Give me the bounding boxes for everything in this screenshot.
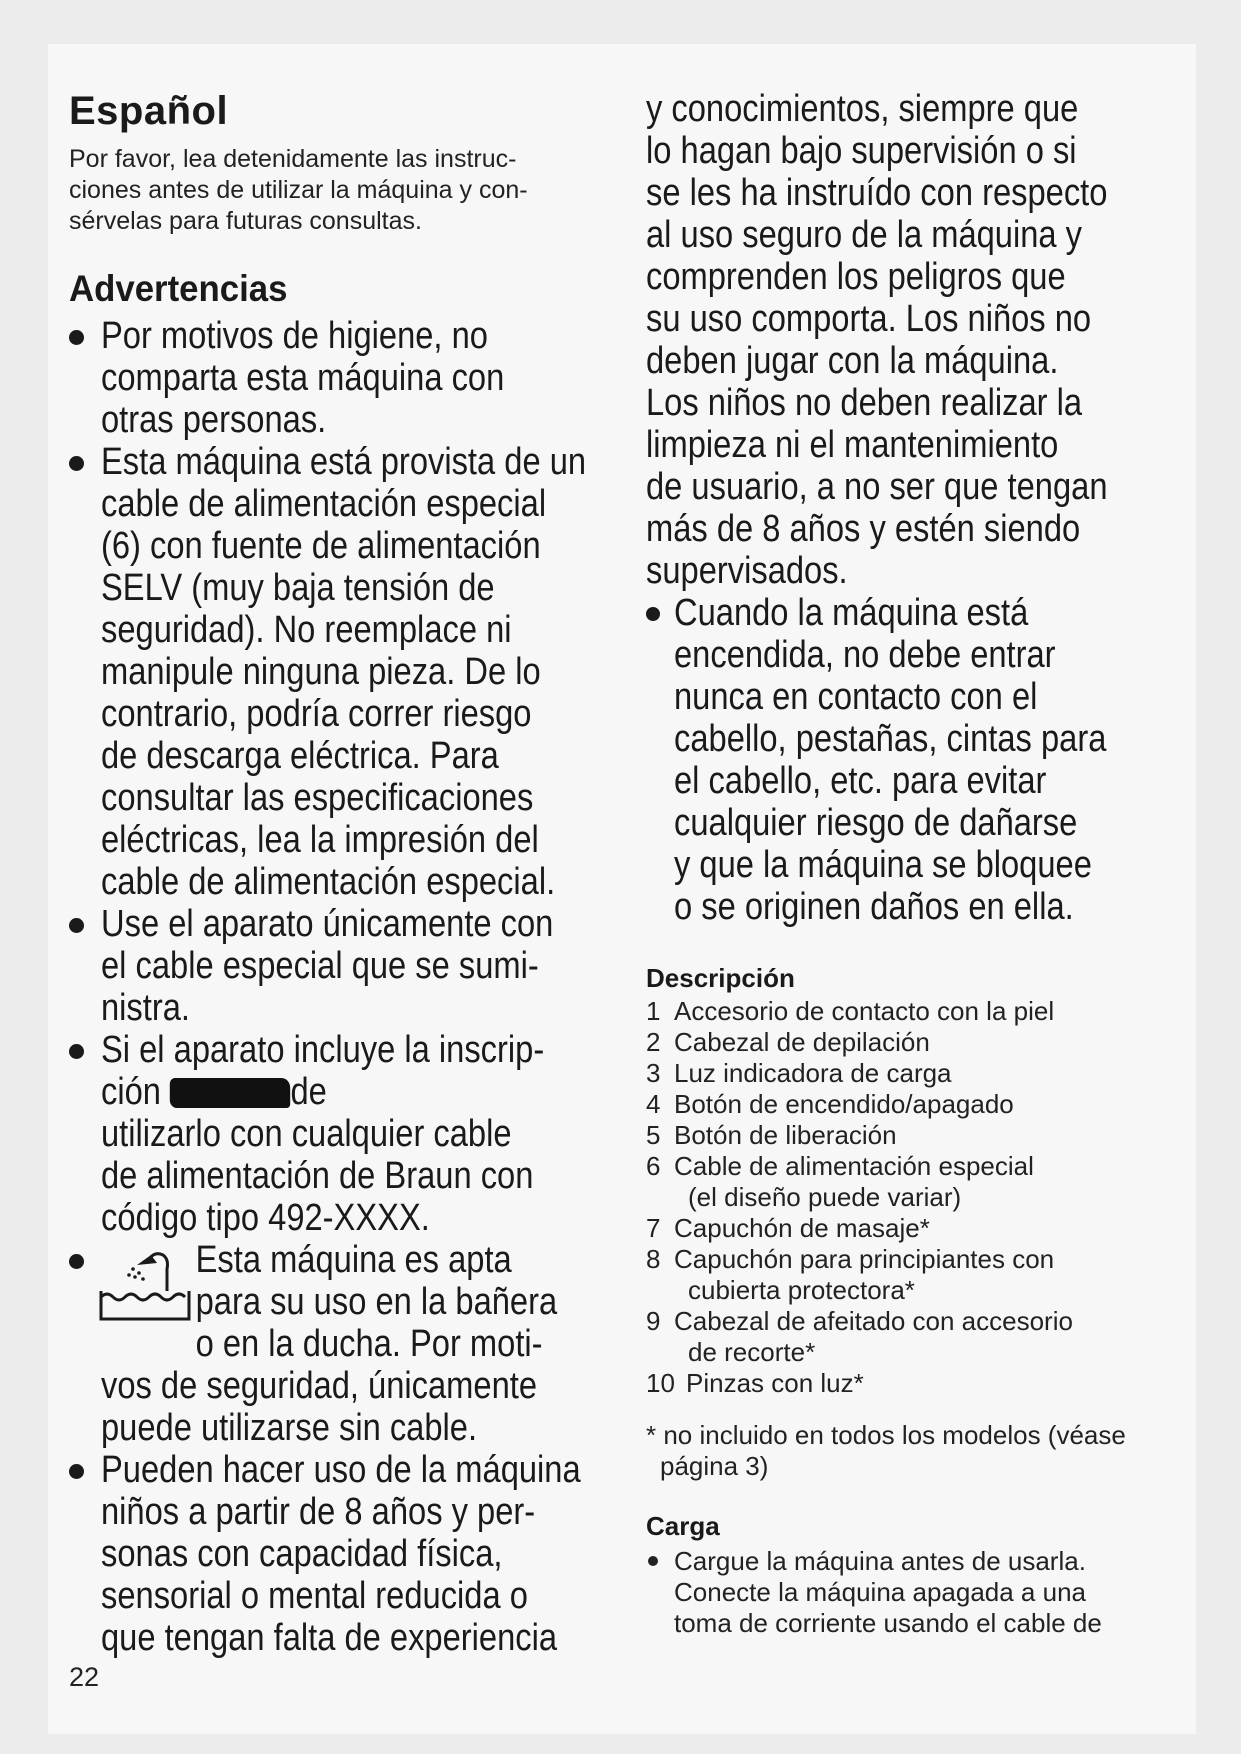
text-line: contrario, podría correr riesgo [101,693,532,735]
warning-item-inscription [69,1029,609,1239]
warnings-list-continued [646,592,1206,928]
list-item [646,1058,1206,1089]
item-number: 8 [646,1244,661,1274]
warnings-heading: Advertencias [69,268,288,309]
text-line: sensorial o mental reducida o [101,1575,528,1617]
item-text: Luz indicadora de carga [674,1058,952,1088]
warning-item-bath [69,1239,609,1449]
text-line: limpieza ni el mantenimiento [646,424,1059,466]
page-number: 22 [69,1662,100,1692]
description-list [646,996,1206,1399]
text-line: puede utilizarse sin cable. [101,1407,478,1449]
list-item [646,1546,1206,1639]
text-line: lo hagan bajo supervisión o si [646,130,1077,172]
warning-item-hair [646,592,1206,928]
item-text: Accesorio de contacto con la piel [674,996,1055,1026]
charging-heading: Carga [646,1511,720,1541]
item-text: Capuchón para principiantes con [674,1244,1055,1274]
text-line: otras personas. [101,399,327,441]
item-number: 5 [646,1120,661,1150]
bullet-icon [648,1556,658,1566]
bullet-icon [69,918,84,933]
text-line: cable de alimentación especial. [101,861,556,903]
text-fragment: de [290,1071,327,1113]
text-line: o se originen daños en ella. [674,886,1074,928]
text-line: supervisados. [646,550,848,592]
text-line: encendida, no debe entrar [674,634,1056,676]
list-item [646,996,1206,1027]
intro-line: ciones antes de utilizar la máquina y con- [69,176,528,204]
item-number: 6 [646,1151,661,1181]
text-line: utilizarlo con cualquier cable [101,1113,512,1155]
footnote-line: página 3) [660,1451,769,1481]
left-column [69,88,609,1659]
text-line: sonas con capacidad física, [101,1533,503,1575]
list-item [646,1368,1206,1399]
text-line: se les ha instruído con respecto [646,172,1108,214]
list-item [646,1089,1206,1120]
warning-item-special-cable [69,903,609,1029]
warning-item-hygiene [69,315,609,441]
text-line: nistra. [101,987,190,1029]
description-heading: Descripción [646,963,795,993]
language-heading: Español [69,89,229,133]
text-line: Los niños no deben realizar la [646,382,1083,424]
text-line: Si el aparato incluye la inscrip- [101,1029,545,1071]
text-line: y que la máquina se bloquee [674,844,1092,886]
intro-paragraph [69,144,629,237]
redaction-mark [170,1078,290,1108]
item-continuation: (el diseño puede variar) [688,1182,962,1212]
text-line: Esta máquina está provista de un [101,441,587,483]
text-line [101,1071,538,1113]
item-text: Pinzas con luz* [686,1368,864,1398]
text-line: de descarga eléctrica. Para [101,735,499,777]
bullet-icon [69,1254,84,1269]
text-line: Esta máquina es apta [195,1239,512,1281]
text-line: deben jugar con la máquina. [646,340,1059,382]
text-line: cualquier riesgo de dañarse [674,802,1078,844]
footnote-line: * no incluido en todos los modelos (véase [646,1420,1126,1450]
text-line: el cabello, etc. para evitar [674,760,1047,802]
text-line: al uso seguro de la máquina y [646,214,1083,256]
item-number: 1 [646,996,661,1026]
text-line: nunca en contacto con el [674,676,1038,718]
item-text: Capuchón de masaje* [674,1213,930,1243]
item-number: 3 [646,1058,661,1088]
text-line: de usuario, a no ser que tengan [646,466,1108,508]
item-text: Cabezal de afeitado con accesorio [674,1306,1073,1336]
list-item [646,1027,1206,1058]
text-line: Use el aparato únicamente con [101,903,554,945]
text-line: comparta esta máquina con [101,357,505,399]
text-line: Por motivos de higiene, no [101,315,488,357]
list-item [646,1213,1206,1244]
item-number: 4 [646,1089,661,1119]
item-continuation: cubierta protectora* [688,1275,915,1305]
list-item [646,1244,1206,1306]
bullet-icon [69,1044,84,1059]
item-text: Botón de liberación [674,1120,897,1150]
description-section [646,962,1206,1399]
warning-item-cable [69,441,609,903]
text-line: eléctricas, lea la impresión del [101,819,539,861]
text-line: que tengan falta de experiencia [101,1617,558,1659]
text-line: seguridad). No reemplace ni [101,609,512,651]
text-line: Pueden hacer uso de la máquina [101,1449,581,1491]
right-column [646,88,1206,928]
text-line: cable de alimentación especial [101,483,547,525]
text-line: SELV (muy baja tensión de [101,567,495,609]
text-line: código tipo 492-XXXX. [101,1197,430,1239]
footnote [646,1420,1206,1482]
item-text: Botón de encendido/apagado [674,1089,1014,1119]
item-continuation: de recorte* [688,1337,816,1367]
intro-line: sérvelas para futuras consultas. [69,207,422,235]
text-line: Conecte la máquina apagada a una [674,1577,1086,1607]
text-line: para su uso en la bañera [195,1281,558,1323]
charging-section [646,1510,1206,1639]
intro-line: Por favor, lea detenidamente las instruc- [69,145,517,173]
text-line: comprenden los peligros que [646,256,1066,298]
warnings-list [69,315,609,1659]
text-line: Cuando la máquina está [674,592,1029,634]
text-line: cabello, pestañas, cintas para [674,718,1107,760]
item-number: 10 [646,1368,675,1398]
text-line: y conocimientos, siempre que [646,88,1079,130]
bullet-icon [69,1464,84,1479]
item-text: Cable de alimentación especial [674,1151,1034,1181]
text-line: (6) con fuente de alimentación [101,525,541,567]
text-line: vos de seguridad, únicamente [101,1365,538,1407]
text-line: el cable especial que se sumi- [101,945,539,987]
list-item [646,1306,1206,1368]
children-warning-continued [646,88,1128,592]
text-line: toma de corriente usando el cable de [674,1608,1102,1638]
list-item [646,1120,1206,1151]
text-line: su uso comporta. Los niños no [646,298,1092,340]
bullet-icon [69,456,84,471]
text-line: Cargue la máquina antes de usarla. [674,1546,1086,1576]
item-number: 7 [646,1213,661,1243]
list-item [646,1151,1206,1213]
charging-list [646,1546,1206,1639]
text-line: más de 8 años y estén siendo [646,508,1081,550]
text-fragment: ción [101,1071,171,1113]
text-line: de alimentación de Braun con [101,1155,534,1197]
text-line: o en la ducha. Por moti- [195,1323,543,1365]
bullet-icon [646,607,660,621]
item-text: Cabezal de depilación [674,1027,930,1057]
text-line: niños a partir de 8 años y per- [101,1491,536,1533]
item-number: 2 [646,1027,661,1057]
bullet-icon [69,330,84,345]
item-number: 9 [646,1306,661,1336]
text-line: manipule ninguna pieza. De lo [101,651,541,693]
warning-item-children [69,1449,609,1659]
text-line: consultar las especificaciones [101,777,534,819]
